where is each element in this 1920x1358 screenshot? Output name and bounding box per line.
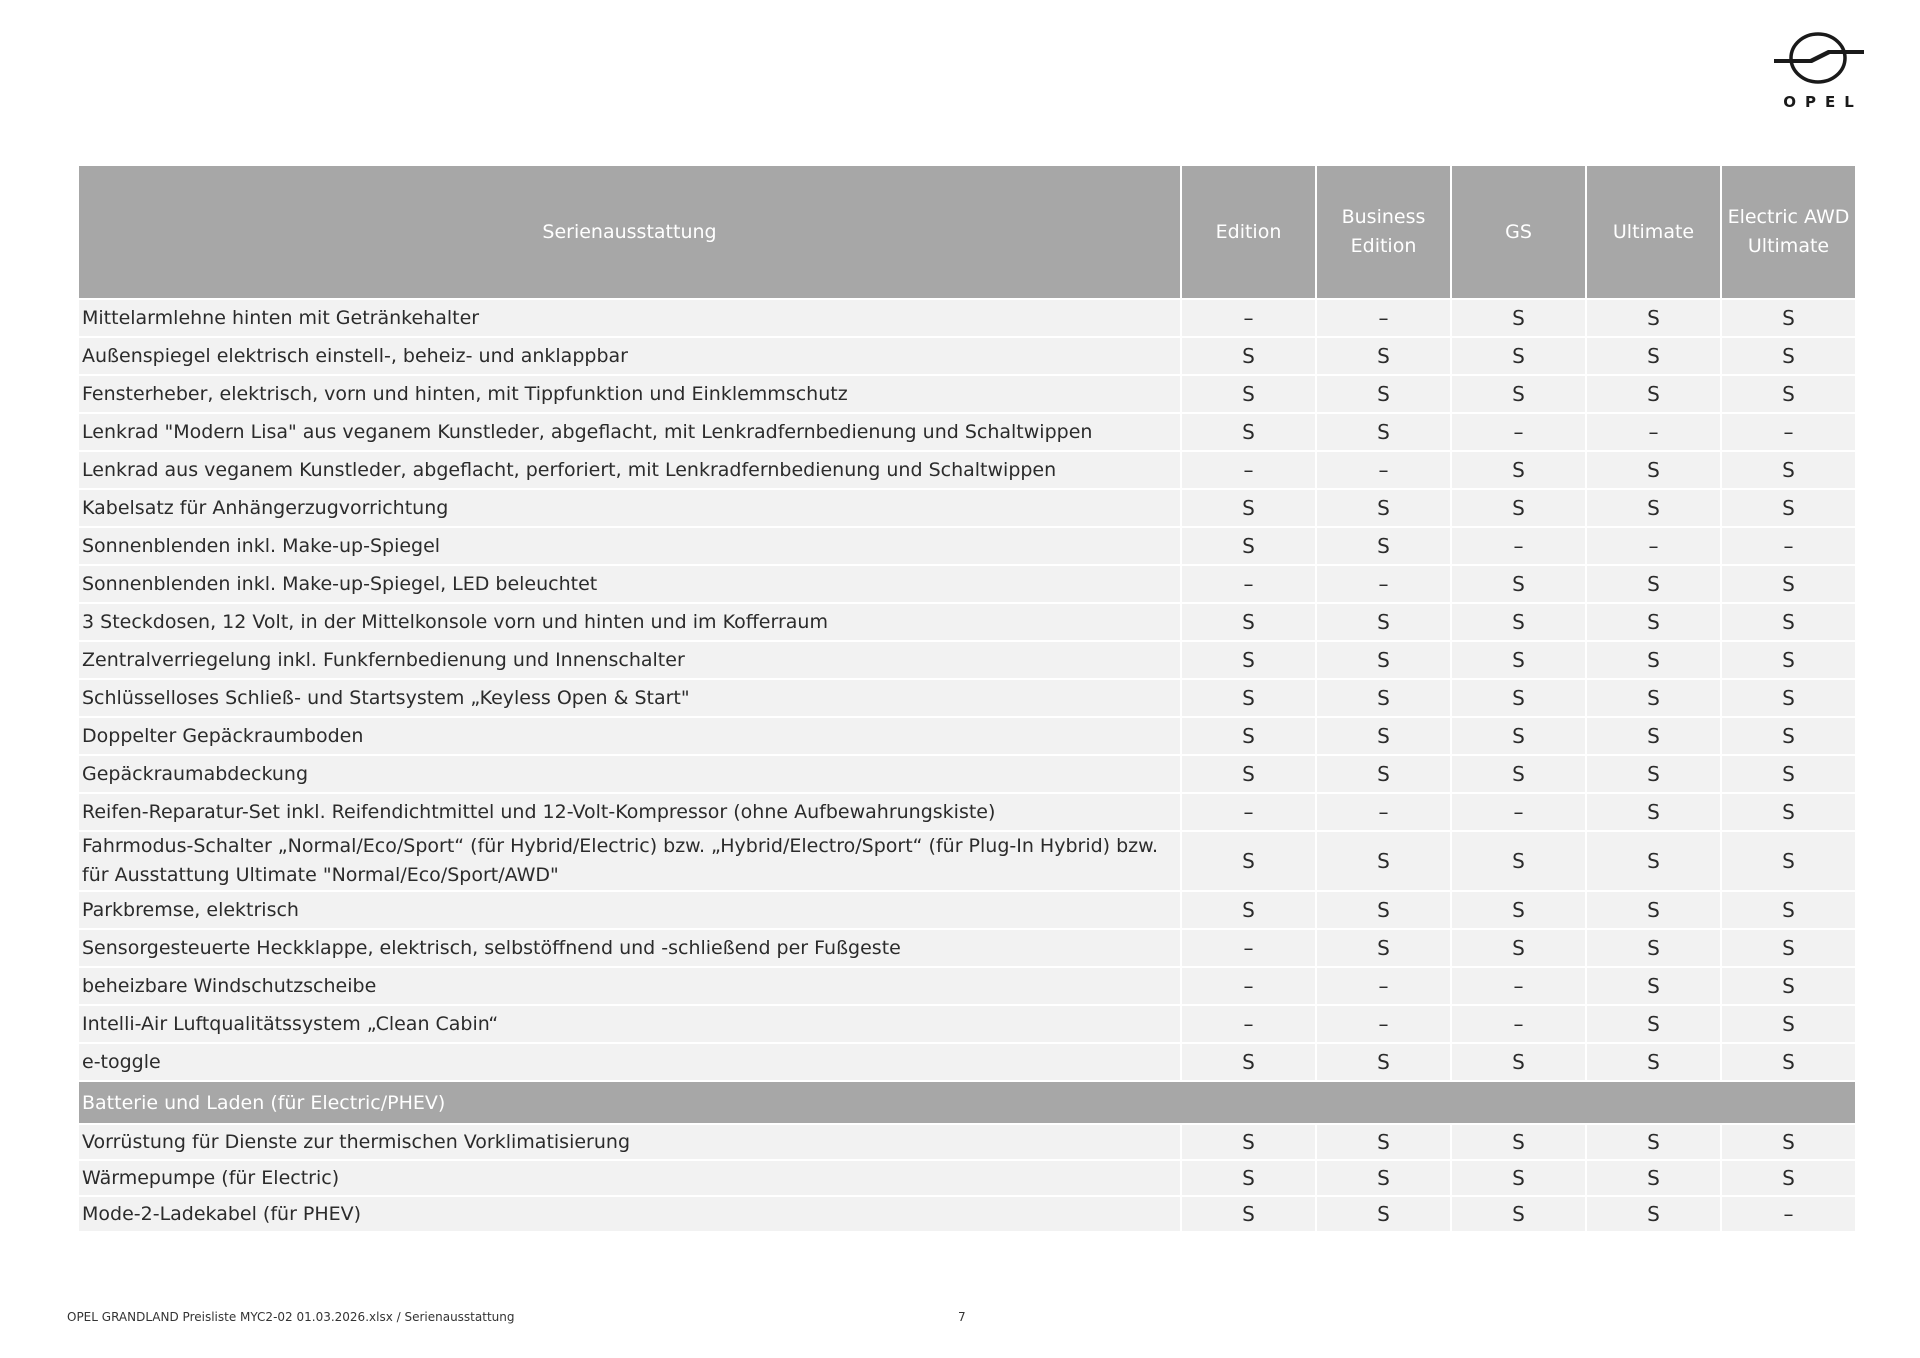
value-cell: S — [1722, 832, 1855, 890]
feature-cell: Mode-2-Ladekabel (für PHEV) — [79, 1197, 1180, 1231]
table-row — [79, 490, 1855, 526]
value-cell: – — [1182, 794, 1315, 830]
value-cell: S — [1182, 892, 1315, 928]
value-cell: – — [1317, 794, 1450, 830]
value-cell: S — [1317, 756, 1450, 792]
value-cell: – — [1722, 414, 1855, 450]
value-cell: S — [1317, 1125, 1450, 1159]
value-cell: – — [1182, 968, 1315, 1004]
opel-blitz-logo-icon — [1770, 28, 1870, 88]
feature-cell: Sensorgesteuerte Heckklappe, elektrisch, selbstöffnend und -schließend per Fußgeste — [79, 930, 1180, 966]
feature-cell: Lenkrad aus veganem Kunstleder, abgeflacht, perforiert, mit Lenkradfernbedienung und Schaltwippen — [79, 452, 1180, 488]
value-cell: S — [1587, 1125, 1720, 1159]
value-cell: S — [1452, 300, 1585, 336]
value-cell: – — [1317, 968, 1450, 1004]
feature-cell: Kabelsatz für Anhängerzugvorrichtung — [79, 490, 1180, 526]
value-cell: S — [1182, 1125, 1315, 1159]
value-cell: S — [1587, 1161, 1720, 1195]
table-header-row — [79, 166, 1855, 298]
value-cell: S — [1182, 604, 1315, 640]
value-cell: S — [1182, 338, 1315, 374]
brand-name: OPEL — [1783, 93, 1863, 111]
value-cell: S — [1587, 376, 1720, 412]
table-row — [79, 1161, 1855, 1195]
value-cell: S — [1587, 566, 1720, 602]
value-cell: S — [1722, 892, 1855, 928]
value-cell: S — [1182, 490, 1315, 526]
feature-cell: Sonnenblenden inkl. Make-up-Spiegel, LED beleuchtet — [79, 566, 1180, 602]
feature-cell: Doppelter Gepäckraumboden — [79, 718, 1180, 754]
value-cell: S — [1722, 1006, 1855, 1042]
table-row — [79, 604, 1855, 640]
value-cell: S — [1722, 300, 1855, 336]
page-number: 7 — [958, 1310, 966, 1324]
value-cell: S — [1317, 490, 1450, 526]
value-cell: S — [1452, 1161, 1585, 1195]
value-cell: S — [1587, 300, 1720, 336]
value-cell: – — [1587, 414, 1720, 450]
table-row — [79, 1197, 1855, 1231]
table-row — [79, 642, 1855, 678]
value-cell: S — [1722, 680, 1855, 716]
table-row — [79, 376, 1855, 412]
value-cell: S — [1722, 452, 1855, 488]
value-cell: – — [1317, 452, 1450, 488]
value-cell: S — [1587, 604, 1720, 640]
value-cell: – — [1452, 794, 1585, 830]
value-cell: S — [1182, 1161, 1315, 1195]
value-cell: S — [1587, 338, 1720, 374]
feature-cell: beheizbare Windschutzscheibe — [79, 968, 1180, 1004]
header-variant: Business Edition — [1317, 166, 1450, 298]
value-cell: S — [1317, 892, 1450, 928]
value-cell: S — [1452, 338, 1585, 374]
value-cell: S — [1317, 832, 1450, 890]
value-cell: S — [1317, 376, 1450, 412]
value-cell: S — [1452, 892, 1585, 928]
value-cell: S — [1317, 1197, 1450, 1231]
value-cell: S — [1722, 794, 1855, 830]
table-row — [79, 794, 1855, 830]
value-cell: S — [1587, 794, 1720, 830]
header-feature: Serienausstattung — [79, 166, 1180, 298]
table-row — [79, 1125, 1855, 1159]
value-cell: S — [1182, 376, 1315, 412]
feature-cell: Gepäckraumabdeckung — [79, 756, 1180, 792]
table-row — [79, 300, 1855, 336]
value-cell: – — [1182, 452, 1315, 488]
value-cell: S — [1452, 452, 1585, 488]
value-cell: S — [1722, 718, 1855, 754]
footer-file-label: OPEL GRANDLAND Preisliste MYC2-02 01.03.2026.xlsx / Serienausstattung — [67, 1310, 515, 1324]
value-cell: S — [1452, 1197, 1585, 1231]
value-cell: S — [1587, 1044, 1720, 1080]
value-cell: S — [1452, 604, 1585, 640]
table-row — [79, 1044, 1855, 1080]
feature-cell: Fahrmodus-Schalter „Normal/Eco/Sport“ (für Hybrid/Electric) bzw. „Hybrid/Electro/Sport“ (für Plug-In Hybrid) bzw. für Ausstattung Ultimate "Normal/Eco/Sport/AWD" — [79, 832, 1180, 890]
value-cell: S — [1587, 832, 1720, 890]
feature-cell: Mittelarmlehne hinten mit Getränkehalter — [79, 300, 1180, 336]
value-cell: S — [1317, 528, 1450, 564]
value-cell: S — [1317, 718, 1450, 754]
equipment-table — [77, 164, 1857, 1233]
feature-cell: Parkbremse, elektrisch — [79, 892, 1180, 928]
value-cell: S — [1317, 414, 1450, 450]
value-cell: – — [1452, 528, 1585, 564]
value-cell: S — [1587, 892, 1720, 928]
value-cell: S — [1722, 1161, 1855, 1195]
value-cell: S — [1587, 452, 1720, 488]
value-cell: – — [1722, 1197, 1855, 1231]
table-row — [79, 832, 1855, 890]
value-cell: S — [1452, 376, 1585, 412]
value-cell: S — [1587, 642, 1720, 678]
value-cell: S — [1587, 756, 1720, 792]
feature-cell: Reifen-Reparatur-Set inkl. Reifendichtmittel und 12-Volt-Kompressor (ohne Aufbewahrungskiste) — [79, 794, 1180, 830]
feature-cell: 3 Steckdosen, 12 Volt, in der Mittelkonsole vorn und hinten und im Kofferraum — [79, 604, 1180, 640]
value-cell: – — [1452, 968, 1585, 1004]
value-cell: S — [1587, 680, 1720, 716]
value-cell: S — [1587, 1197, 1720, 1231]
value-cell: S — [1182, 528, 1315, 564]
feature-cell: Wärmepumpe (für Electric) — [79, 1161, 1180, 1195]
value-cell: S — [1722, 1125, 1855, 1159]
table-row — [79, 528, 1855, 564]
value-cell: S — [1722, 1044, 1855, 1080]
value-cell: S — [1587, 490, 1720, 526]
table-row — [79, 452, 1855, 488]
value-cell: – — [1722, 528, 1855, 564]
value-cell: S — [1722, 376, 1855, 412]
value-cell: S — [1722, 566, 1855, 602]
table-row — [79, 338, 1855, 374]
header-variant: GS — [1452, 166, 1585, 298]
table-row — [79, 414, 1855, 450]
value-cell: S — [1587, 968, 1720, 1004]
value-cell: S — [1317, 1044, 1450, 1080]
value-cell: S — [1722, 490, 1855, 526]
value-cell: S — [1587, 718, 1720, 754]
table-row — [79, 566, 1855, 602]
header-variant: Edition — [1182, 166, 1315, 298]
header-variant: Ultimate — [1587, 166, 1720, 298]
value-cell: S — [1722, 968, 1855, 1004]
table-row — [79, 968, 1855, 1004]
value-cell: S — [1182, 1044, 1315, 1080]
feature-cell: Vorrüstung für Dienste zur thermischen Vorklimatisierung — [79, 1125, 1180, 1159]
value-cell: – — [1182, 1006, 1315, 1042]
table-row — [79, 1006, 1855, 1042]
value-cell: – — [1182, 300, 1315, 336]
section-title: Batterie und Laden (für Electric/PHEV) — [79, 1082, 1855, 1123]
feature-cell: Lenkrad "Modern Lisa" aus veganem Kunstleder, abgeflacht, mit Lenkradfernbedienung und Schaltwippen — [79, 414, 1180, 450]
value-cell: S — [1722, 756, 1855, 792]
value-cell: S — [1452, 490, 1585, 526]
value-cell: S — [1317, 930, 1450, 966]
value-cell: S — [1317, 642, 1450, 678]
feature-cell: e-toggle — [79, 1044, 1180, 1080]
value-cell: S — [1317, 338, 1450, 374]
value-cell: S — [1317, 604, 1450, 640]
value-cell: – — [1317, 1006, 1450, 1042]
value-cell: – — [1452, 1006, 1585, 1042]
value-cell: – — [1587, 528, 1720, 564]
section-header-row — [79, 1082, 1855, 1123]
value-cell: S — [1587, 1006, 1720, 1042]
table-row — [79, 718, 1855, 754]
feature-cell: Schlüsselloses Schließ- und Startsystem „Keyless Open & Start" — [79, 680, 1180, 716]
feature-cell: Intelli-Air Luftqualitätssystem „Clean Cabin“ — [79, 1006, 1180, 1042]
value-cell: S — [1182, 642, 1315, 678]
value-cell: S — [1722, 604, 1855, 640]
value-cell: S — [1452, 756, 1585, 792]
value-cell: S — [1722, 338, 1855, 374]
table-row — [79, 930, 1855, 966]
value-cell: S — [1182, 414, 1315, 450]
value-cell: S — [1452, 832, 1585, 890]
value-cell: S — [1317, 680, 1450, 716]
value-cell: S — [1182, 832, 1315, 890]
value-cell: S — [1452, 1125, 1585, 1159]
header-variant: Electric AWD Ultimate — [1722, 166, 1855, 298]
value-cell: S — [1452, 718, 1585, 754]
feature-cell: Fensterheber, elektrisch, vorn und hinten, mit Tippfunktion und Einklemmschutz — [79, 376, 1180, 412]
value-cell: S — [1722, 642, 1855, 678]
feature-cell: Zentralverriegelung inkl. Funkfernbedienung und Innenschalter — [79, 642, 1180, 678]
feature-cell: Außenspiegel elektrisch einstell-, beheiz- und anklappbar — [79, 338, 1180, 374]
value-cell: S — [1317, 1161, 1450, 1195]
value-cell: S — [1587, 930, 1720, 966]
value-cell: – — [1182, 566, 1315, 602]
table-row — [79, 892, 1855, 928]
value-cell: – — [1452, 414, 1585, 450]
feature-cell: Sonnenblenden inkl. Make-up-Spiegel — [79, 528, 1180, 564]
value-cell: S — [1452, 642, 1585, 678]
value-cell: S — [1452, 566, 1585, 602]
value-cell: – — [1317, 566, 1450, 602]
table-row — [79, 680, 1855, 716]
value-cell: S — [1182, 1197, 1315, 1231]
value-cell: S — [1452, 930, 1585, 966]
value-cell: S — [1452, 1044, 1585, 1080]
value-cell: – — [1317, 300, 1450, 336]
table-row — [79, 756, 1855, 792]
value-cell: S — [1182, 756, 1315, 792]
value-cell: S — [1722, 930, 1855, 966]
value-cell: – — [1182, 930, 1315, 966]
opel-logo — [1770, 28, 1870, 118]
value-cell: S — [1452, 680, 1585, 716]
value-cell: S — [1182, 718, 1315, 754]
value-cell: S — [1182, 680, 1315, 716]
